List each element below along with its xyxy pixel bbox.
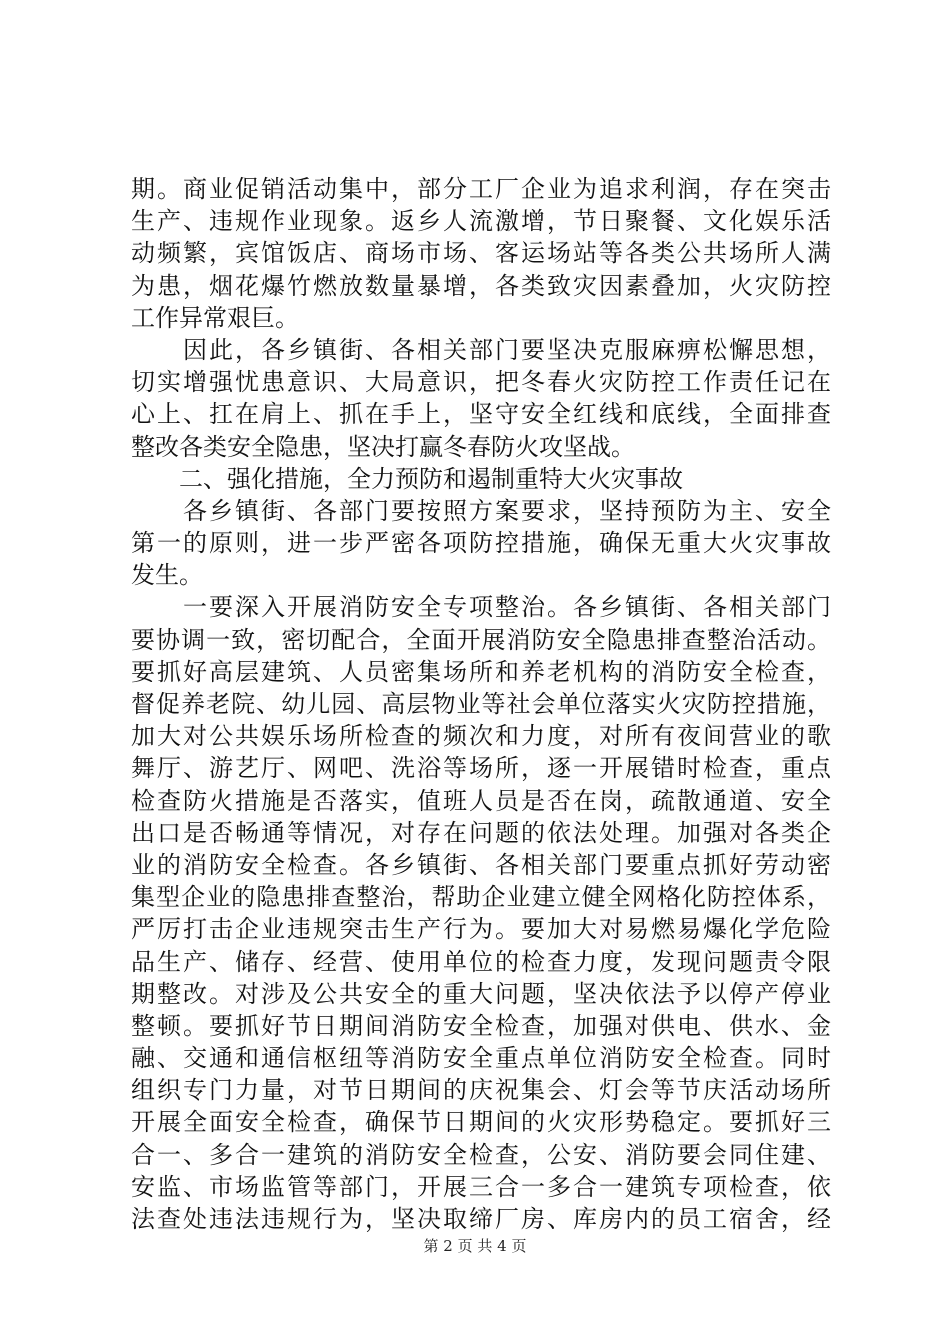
text-line: 整顿。要抓好节日期间消防安全检查，加强对供电、供水、金	[131, 1011, 831, 1040]
text-line: 加大对公共娱乐场所检查的频次和力度，对所有夜间营业的歌	[131, 722, 831, 751]
page-footer: 第 2 页 共 4 页	[423, 1237, 527, 1255]
text-line: 一要深入开展消防安全专项整治。各乡镇街、各相关部门	[131, 593, 831, 622]
text-line: 期整改。对涉及公共安全的重大问题，坚决依法予以停产停业	[131, 979, 831, 1008]
text-line: 出口是否畅通等情况，对存在问题的依法处理。加强对各类企	[131, 818, 831, 847]
text-line: 为患，烟花爆竹燃放数量暴增，各类致灾因素叠加，火灾防控	[131, 271, 831, 300]
text-line: 开展全面安全检查，确保节日期间的火灾形势稳定。要抓好三	[131, 1108, 831, 1137]
text-line: 业的消防安全检查。各乡镇街、各相关部门要重点抓好劳动密	[131, 850, 831, 879]
text-line: 督促养老院、幼儿园、高层物业等社会单位落实火灾防控措施，	[131, 690, 831, 718]
text-line: 心上、扛在肩上、抓在手上，坚守安全红线和底线，全面排查	[131, 400, 831, 429]
text-line: 法查处违法违规行为，坚决取缔厂房、库房内的员工宿舍，经	[131, 1205, 831, 1233]
text-line: 二、强化措施，全力预防和遏制重特大火灾事故	[131, 464, 683, 493]
text-line: 动频繁，宾馆饭店、商场市场、客运场站等各类公共场所人满	[131, 239, 831, 268]
text-line: 第一的原则，进一步严密各项防控措施，确保无重大火灾事故	[131, 529, 831, 558]
text-line: 因此，各乡镇街、各相关部门要坚决克服麻痹松懈思想，	[131, 335, 831, 364]
text-line: 集型企业的隐患排查整治，帮助企业建立健全网格化防控体系，	[131, 883, 831, 912]
text-line: 切实增强忧患意识、大局意识，把冬春火灾防控工作责任记在	[131, 368, 831, 397]
text-line: 期。商业促销活动集中，部分工厂企业为追求利润，存在突击	[131, 175, 831, 203]
text-line: 各乡镇街、各部门要按照方案要求，坚持预防为主、安全	[131, 496, 831, 525]
text-line: 融、交通和通信枢纽等消防安全重点单位消防安全检查。同时	[131, 1044, 831, 1073]
text-line: 要抓好高层建筑、人员密集场所和养老机构的消防安全检查，	[131, 657, 831, 686]
text-line: 发生。	[131, 561, 203, 590]
text-line: 整改各类安全隐患，坚决打赢冬春防火攻坚战。	[131, 432, 635, 461]
text-line: 安监、市场监管等部门，开展三合一多合一建筑专项检查，依	[131, 1172, 831, 1201]
document-body	[131, 173, 831, 1235]
text-line: 生产、违规作业现象。返乡人流激增，节日聚餐、文化娱乐活	[131, 207, 831, 236]
text-line: 品生产、储存、经营、使用单位的检查力度，发现问题责令限	[131, 947, 831, 976]
text-line: 组织专门力量，对节日期间的庆祝集会、灯会等节庆活动场所	[131, 1076, 831, 1105]
text-line: 检查防火措施是否落实，值班人员是否在岗，疏散通道、安全	[131, 786, 831, 815]
text-line: 舞厅、游艺厅、网吧、洗浴等场所，逐一开展错时检查，重点	[131, 754, 831, 783]
text-line: 要协调一致，密切配合，全面开展消防安全隐患排查整治活动。	[131, 625, 831, 654]
text-line: 严厉打击企业违规突击生产行为。要加大对易燃易爆化学危险	[131, 915, 831, 944]
text-line: 合一、多合一建筑的消防安全检查，公安、消防要会同住建、	[131, 1140, 831, 1169]
text-line: 工作异常艰巨。	[131, 303, 299, 332]
